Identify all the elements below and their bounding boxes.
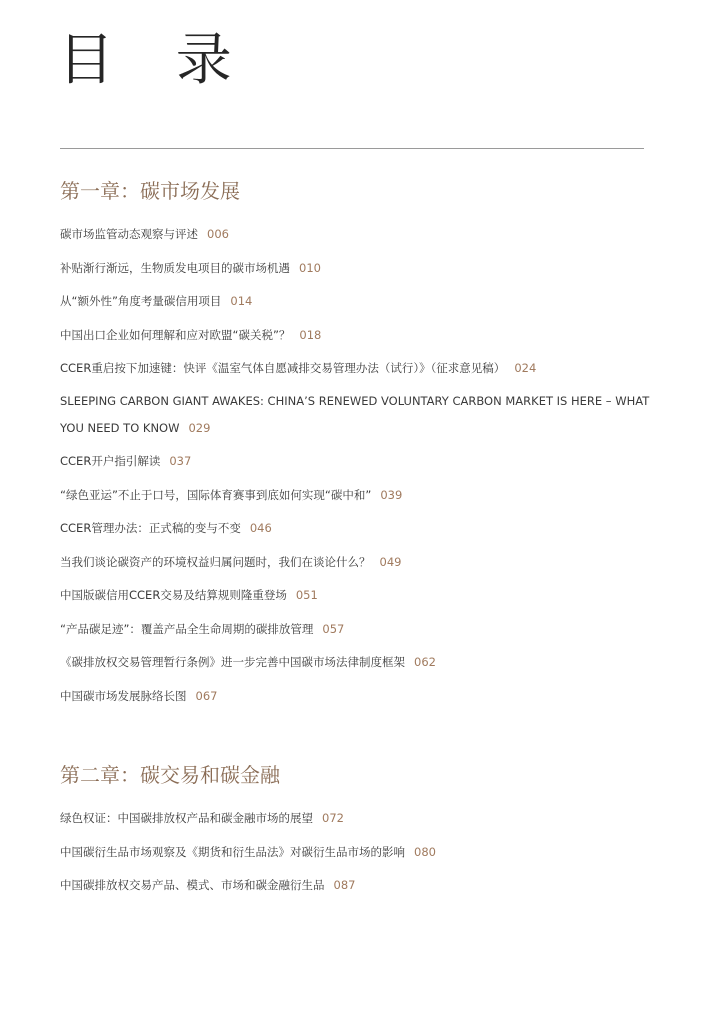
toc-entry[interactable] (60, 579, 650, 613)
toc-entry-title: 中国碳市场发展脉络长图 (60, 688, 187, 703)
title-divider (60, 148, 644, 149)
toc-entry-title: “产品碳足迹”：覆盖产品全生命周期的碳排放管理 (60, 621, 314, 636)
toc-entry-title: 中国出口企业如何理解和应对欧盟“碳关税”？ (60, 327, 291, 342)
toc-entry-title: CCER管理办法：正式稿的变与不变 (60, 521, 241, 535)
toc-entry-page-number: 039 (380, 487, 403, 502)
toc-entry-title: “绿色亚运”不止于口号，国际体育赛事到底如何实现“碳中和” (60, 487, 372, 502)
toc-entry[interactable] (60, 218, 650, 252)
toc-entry[interactable] (60, 386, 650, 446)
toc-entry[interactable] (60, 479, 650, 513)
toc-entry[interactable] (60, 512, 650, 546)
toc-entry[interactable] (60, 546, 650, 580)
toc-entry-page-number: 046 (249, 521, 272, 535)
toc-entry-title: 绿色权证：中国碳排放权产品和碳金融市场的展望 (60, 811, 313, 825)
toc-entry-title: 补贴渐行渐远，生物质发电项目的碳市场机遇 (60, 260, 290, 275)
toc-entry-title: 中国版碳信用CCER交易及结算规则隆重登场 (60, 588, 287, 602)
toc-entry[interactable] (60, 285, 650, 319)
toc-entry[interactable] (60, 445, 650, 479)
toc-entry[interactable] (60, 252, 650, 286)
toc-entry[interactable] (60, 613, 650, 647)
toc-entry-page-number: 057 (322, 621, 345, 636)
toc-entry-title: 从“额外性”角度考量碳信用项目 (60, 294, 222, 308)
toc-entry-page-number: 014 (230, 294, 253, 308)
toc-entry-title: CCER重启按下加速键：快评《温室气体自愿减排交易管理办法（试行）》（征求意见稿） (60, 361, 506, 375)
toc-entry-title: 碳市场监管动态观察与评述 (60, 227, 198, 241)
toc-entry-page-number: 080 (414, 844, 436, 859)
toc-entry-page-number: 062 (414, 655, 436, 669)
chapter-heading: 第二章：碳交易和碳金融 (60, 763, 280, 787)
toc-entry-page-number: 072 (322, 811, 344, 825)
toc-entry[interactable] (60, 352, 650, 386)
chapter-heading: 第一章：碳市场发展 (60, 179, 240, 203)
toc-entry-page-number: 018 (299, 327, 322, 342)
toc-entry-page-number: 067 (195, 688, 218, 703)
toc-entry-page-number: 049 (379, 554, 402, 569)
chapter-1 (60, 176, 650, 713)
chapter-2 (60, 760, 650, 903)
toc-entry-title: 中国碳衍生品市场观察及《期货和衍生品法》对碳衍生品市场的影响 (60, 844, 405, 859)
toc-entry-title: 《碳排放权交易管理暂行条例》进一步完善中国碳市场法律制度框架 (60, 655, 405, 669)
toc-list (60, 802, 650, 903)
toc-entry-page-number: 037 (169, 454, 192, 468)
toc-entry-title: SLEEPING CARBON GIANT AWAKES: CHINA’S RENEWED VOLUNTARY CARBON MARKET IS HERE – WHAT YOU NEED TO KNOW (60, 393, 650, 435)
toc-entry-title: 中国碳排放权交易产品、模式、市场和碳金融衍生品 (60, 878, 325, 892)
toc-entry-page-number: 087 (333, 878, 356, 892)
toc-entry[interactable] (60, 869, 650, 903)
toc-list (60, 218, 650, 713)
toc-entry[interactable] (60, 802, 650, 836)
toc-entry-title: CCER开户指引解读 (60, 454, 161, 468)
toc-entry[interactable] (60, 646, 650, 680)
toc-entry-page-number: 051 (295, 588, 318, 602)
page-title: 目 录 (58, 28, 254, 93)
toc-entry[interactable] (60, 836, 650, 870)
toc-entry-page-number: 010 (299, 260, 321, 275)
toc-entry-title: 当我们谈论碳资产的环境权益归属问题时，我们在谈论什么？ (60, 554, 371, 569)
toc-entry[interactable] (60, 680, 650, 714)
toc-entry-page-number: 029 (188, 420, 211, 435)
toc-entry[interactable] (60, 319, 650, 353)
toc-entry-page-number: 024 (514, 361, 537, 375)
toc-entry-page-number: 006 (207, 227, 229, 241)
